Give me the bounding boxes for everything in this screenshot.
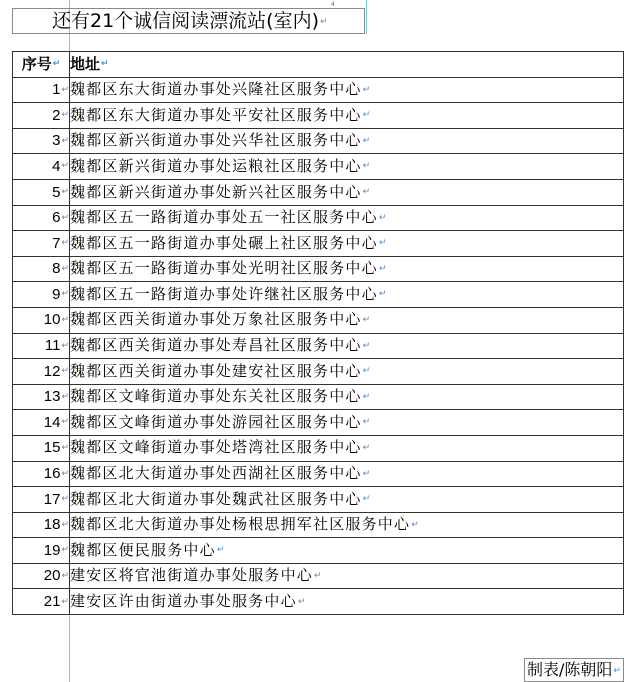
row-address: 魏都区新兴街道办事处运粮社区服务中心↵ [70, 154, 624, 180]
table-row [13, 359, 624, 385]
paragraph-mark-icon: ↵ [378, 238, 388, 249]
paragraph-mark-icon: ↵ [61, 289, 69, 300]
paragraph-mark-icon: ↵ [362, 417, 372, 428]
table-row [13, 179, 624, 205]
row-number: 6↵ [13, 205, 70, 231]
paragraph-mark-icon: ↵ [61, 315, 69, 325]
row-address: 魏都区文峰街道办事处东关社区服务中心↵ [70, 384, 624, 410]
paragraph-mark-icon: ↵ [61, 442, 69, 453]
paragraph-mark-icon: ↵ [362, 494, 372, 505]
row-address: 魏都区东大街道办事处兴隆社区服务中心↵ [70, 77, 624, 103]
paragraph-mark-icon: ↵ [362, 84, 372, 95]
row-number: 21↵ [13, 589, 70, 615]
row-address: 魏都区五一路街道办事处五一社区服务中心↵ [70, 205, 624, 231]
row-number: 17↵ [13, 487, 70, 513]
ruler-tick: 4 [331, 1, 335, 8]
paragraph-mark-icon: ↵ [61, 366, 69, 377]
paragraph-mark-icon: ↵ [216, 545, 226, 556]
table-row [13, 461, 624, 487]
row-address: 魏都区北大街道办事处魏武社区服务中心↵ [70, 487, 624, 513]
paragraph-mark-icon: ↵ [61, 570, 69, 581]
row-number: 1↵ [13, 77, 70, 103]
header-number: 序号↵ [13, 52, 70, 78]
row-number: 20↵ [13, 563, 70, 589]
table-author: 制表/陈朝阳↵ [524, 658, 624, 682]
paragraph-mark-icon: ↵ [61, 596, 69, 607]
row-number: 14↵ [13, 410, 70, 436]
row-address: 魏都区北大街道办事处杨根思拥军社区服务中心↵ [70, 512, 624, 538]
row-address: 魏都区五一路街道办事处碾上社区服务中心↵ [70, 231, 624, 257]
row-number: 13↵ [13, 384, 70, 410]
table-row [13, 538, 624, 564]
row-number: 4↵ [13, 154, 70, 180]
paragraph-mark-icon: ↵ [362, 442, 372, 453]
paragraph-mark-icon: ↵ [61, 340, 69, 351]
table-row [13, 307, 624, 333]
paragraph-mark-icon: ↵ [362, 135, 372, 146]
paragraph-mark-icon: ↵ [61, 110, 69, 121]
paragraph-mark-icon: ↵ [378, 263, 388, 274]
paragraph-mark-icon: ↵ [378, 289, 388, 300]
row-address: 魏都区五一路街道办事处许继社区服务中心↵ [70, 282, 624, 308]
table-row [13, 333, 624, 359]
paragraph-mark-icon: ↵ [314, 570, 323, 581]
row-number: 10↵ [13, 307, 70, 333]
paragraph-mark-icon: ↵ [61, 187, 69, 198]
paragraph-mark-icon: ↵ [61, 263, 69, 274]
table-row [13, 282, 624, 308]
table-row [13, 103, 624, 129]
table-header-row [13, 52, 624, 78]
row-number: 11↵ [13, 333, 70, 359]
paragraph-mark-icon: ↵ [61, 417, 69, 428]
table-row [13, 512, 624, 538]
table-row [13, 487, 624, 513]
table-row [13, 563, 624, 589]
station-table [12, 51, 624, 615]
paragraph-mark-icon: ↵ [297, 596, 307, 607]
row-number: 8↵ [13, 256, 70, 282]
table-row [13, 256, 624, 282]
paragraph-mark-icon: ↵ [362, 391, 372, 402]
document-title [52, 8, 328, 34]
paragraph-mark-icon: ↵ [61, 84, 69, 95]
row-number: 16↵ [13, 461, 70, 487]
row-number: 7↵ [13, 231, 70, 257]
row-address: 魏都区新兴街道办事处兴华社区服务中心↵ [70, 128, 624, 154]
table-row [13, 435, 624, 461]
paragraph-mark-icon: ↵ [378, 212, 388, 223]
table-row [13, 231, 624, 257]
paragraph-mark-icon: ↵ [362, 340, 372, 351]
paragraph-mark-icon: ↵ [362, 314, 372, 325]
paragraph-mark-icon: ↵ [61, 494, 69, 505]
row-number: 15↵ [13, 435, 70, 461]
row-number: 3↵ [13, 128, 70, 154]
paragraph-mark-icon: ↵ [61, 161, 69, 172]
row-address: 魏都区文峰街道办事处塔湾社区服务中心↵ [70, 435, 624, 461]
table-row [13, 410, 624, 436]
row-address: 魏都区西关街道办事处万象社区服务中心↵ [70, 307, 624, 333]
row-address: 魏都区东大街道办事处平安社区服务中心↵ [70, 103, 624, 129]
paragraph-mark-icon: ↵ [61, 212, 69, 223]
table-row [13, 589, 624, 615]
row-number: 2↵ [13, 103, 70, 129]
row-address: 建安区将官池街道办事处服务中心↵ [70, 563, 624, 589]
table-row [13, 154, 624, 180]
row-number: 18↵ [13, 512, 70, 538]
paragraph-mark-icon: ↵ [362, 468, 372, 479]
row-number: 19↵ [13, 538, 70, 564]
row-address: 魏都区新兴街道办事处新兴社区服务中心↵ [70, 179, 624, 205]
table-row [13, 384, 624, 410]
paragraph-mark-icon: ↵ [362, 161, 372, 172]
row-address: 魏都区北大街道办事处西湖社区服务中心↵ [70, 461, 624, 487]
header-address: 地址↵ [70, 52, 624, 78]
row-address: 魏都区西关街道办事处建安社区服务中心↵ [70, 359, 624, 385]
table-row [13, 205, 624, 231]
table-row [13, 77, 624, 103]
title-guide-line [366, 0, 367, 34]
paragraph-mark-icon: ↵ [320, 16, 328, 27]
title-text: 还有21个诚信阅读漂流站(室内) [52, 10, 320, 32]
row-address: 魏都区五一路街道办事处光明社区服务中心↵ [70, 256, 624, 282]
paragraph-mark-icon: ↵ [61, 238, 69, 249]
paragraph-mark-icon: ↵ [362, 110, 372, 121]
row-number: 12↵ [13, 359, 70, 385]
row-address: 建安区许由街道办事处服务中心↵ [70, 589, 624, 615]
paragraph-mark-icon: ↵ [61, 519, 69, 530]
row-number: 9↵ [13, 282, 70, 308]
paragraph-mark-icon: ↵ [362, 187, 372, 198]
row-address: 魏都区西关街道办事处寿昌社区服务中心↵ [70, 333, 624, 359]
paragraph-mark-icon: ↵ [61, 468, 69, 479]
row-address: 魏都区便民服务中心↵ [70, 538, 624, 564]
paragraph-mark-icon: ↵ [61, 391, 69, 402]
row-address: 魏都区文峰街道办事处游园社区服务中心↵ [70, 410, 624, 436]
paragraph-mark-icon: ↵ [362, 366, 372, 377]
paragraph-mark-icon: ↵ [411, 519, 420, 530]
paragraph-mark-icon: ↵ [61, 545, 69, 556]
table-row [13, 128, 624, 154]
paragraph-mark-icon: ↵ [61, 135, 69, 146]
row-number: 5↵ [13, 179, 70, 205]
